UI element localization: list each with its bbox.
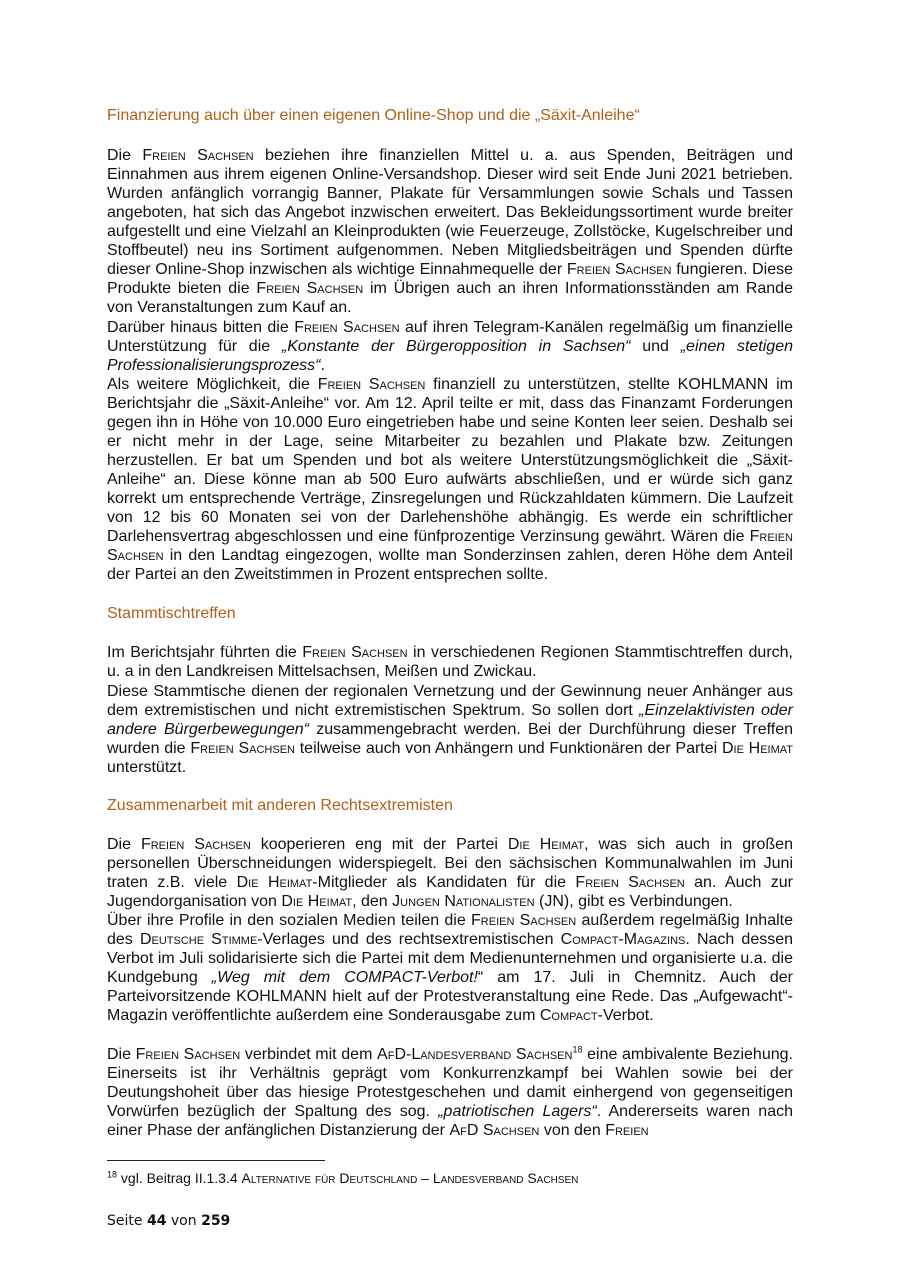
footnote-18: $^{18}$ vgl. Beitrag II.1.3.4 Alternative für Deutschland – Landesverband Sachsen bbox=[107, 1169, 579, 1186]
footnote-reference[interactable]: 18 bbox=[572, 1044, 583, 1055]
section-heading-stammtisch: Stammtischtreffen bbox=[107, 605, 236, 622]
paragraph-cooperation-die-heimat: Die Freien Sachsen kooperieren eng mit der Partei Die Heimat, was sich auch in großen personellen Überschneidungen widerspiegelt. Bei den sächsischen Kommunalwahlen im Juni traten z.B. viele Die Heimat-Mitglieder als Kandidaten für die Freien Sachsen an. Auch zur Jugendorganisation von Die Heimat, den Jungen Nationalisten (JN), gibt es Verbindungen. bbox=[107, 836, 793, 911]
section-heading-cooperation: Zusammenarbeit mit anderen Rechtsextremisten bbox=[107, 797, 453, 814]
total-pages: 259 bbox=[201, 1213, 231, 1229]
paragraph-stammtisch-regions: Im Berichtsjahr führten die Freien Sachsen in verschiedenen Regionen Stammtischtreffen durch, u. a in den Landkreisen Mittelsachsen, Meißen und Zwickau. bbox=[107, 644, 793, 681]
paragraph-stammtisch-purpose: Diese Stammtische dienen der regionalen Vernetzung und der Gewinnung neuer Anhänger aus dem extremistischen und nicht extremistischen Spektrum. So sollen dort „Einzelaktivisten oder andere Bürgerbewegungen“ zusammengebracht werden. Bei der Durchführung dieser Treffen wurden die Freien Sachsen teilweise auch von Anhängern und Funktionären der Partei Die Heimat unterstützt. bbox=[107, 683, 793, 777]
footnote-divider bbox=[107, 1160, 325, 1161]
paragraph-saexit-anleihe: Als weitere Möglichkeit, die Freien Sachsen finanziell zu unterstützen, stellte KOHLMANN im Berichtsjahr die „Säxit-Anleihe“ vor. Am 12. April teilte er mit, dass das Finanzamt Forderungen gegen ihn in Höhe von 10.000 Euro eingetrieben habe und seine Konten leer seien. Deshalb sei er nicht mehr in der Lage, seine Mitarbeiter zu bezahlen und Plakate bzw. Zeitungen herzustellen. Er bat um Spenden und bot als weitere Unterstützungsmöglichkeit die „Säxit-Anleihe“ an. Diese könne man ab 500 Euro aufwärts abschließen, und er würde sich ganz korrekt um entsprechende Verträge, Zinsregelungen und Rückzahldaten kümmern. Die Laufzeit von 12 bis 60 Monaten sei von der Darlehenshöhe abhängig. Es werde ein schriftlicher Darlehensvertrag abgeschlossen und eine fünfprozentige Verzinsung gewährt. Wären die Freien Sachsen in den Landtag eingezogen, wollte man Sonderzinsen zahlen, deren Höhe dem Anteil der Partei an den Zweitstimmen in Prozent entsprechen sollte. bbox=[107, 376, 794, 584]
paragraph-afd-relationship: Die Freien Sachsen verbindet mit dem AfD-Landesverband Sachsen$^{18}$ eine ambivalente Beziehung. Einerseits ist ihr Verhältnis geprägt vom Konkurrenzkampf bei Wahlen sowie bei der Deutungshoheit über das hiesige Protestgeschehen und damit einhergend von gegenseitigen Vorwürfen bezüglich der Spaltung des sog. „patriotischen Lagers“. Andererseits waren nach einer Phase der anfänglichen Distanzierung der AfD Sachsen von den Freien bbox=[107, 1044, 794, 1140]
page-number: Seite 44 von 259 bbox=[107, 1213, 231, 1229]
section-heading-financing: Finanzierung auch über einen eigenen Online-Shop und die „Säxit-Anleihe“ bbox=[107, 107, 640, 124]
paragraph-telegram-appeal: Darüber hinaus bitten die Freien Sachsen auf ihren Telegram-Kanälen regelmäßig um finanzielle Unterstützung für die „Konstante der Bürgeropposition in Sachsen“ und „einen stetigen Professionalisierungsprozess“. bbox=[107, 319, 794, 375]
paragraph-social-media-compact: Über ihre Profile in den sozialen Medien teilen die Freien Sachsen außerdem regelmäßig Inhalte des Deutsche Stimme-Verlages und des rechtsextremistischen Compact-Magazins. Nach dessen Verbot im Juli solidarisierte sich die Partei mit dem Medienunternehmen und organisierte u.a. die Kundgebung „Weg mit dem COMPACT-Verbot!“ am 17. Juli in Chemnitz. Auch der Parteivorsitzende KOHLMANN hielt auf der Protestveranstaltung eine Rede. Das „Aufgewacht“-Magazin veröffentlichte außerdem eine Sonderausgabe zum Compact-Verbot. bbox=[107, 912, 794, 1025]
current-page: 44 bbox=[146, 1213, 167, 1229]
paragraph-financing-online-shop: Die Freien Sachsen beziehen ihre finanziellen Mittel u. a. aus Spenden, Beiträgen und Einnahmen aus ihrem eigenen Online-Versandshop. Dieser wird seit Ende Juni 2021 betrieben. Wurden anfänglich vorrangig Banner, Plakate für Versammlungen sowie Schals und Tassen angeboten, hat sich das Angebot inzwischen erweitert. Das Bekleidungssortiment wurde breiter aufgestellt und eine Vielzahl an Kleinprodukten (wie Feuerzeuge, Zollstöcke, Kugelschreiber und Stoffbeutel) neu ins Sortiment aufgenommen. Neben Mitgliedsbeiträgen und Spenden dürfte dieser Online-Shop inzwischen als wichtige Einnahmequelle der Freien Sachsen fungieren. Diese Produkte bieten die Freien Sachsen im Übrigen auch an ihren Informationsständen am Rande von Veranstaltungen zum Kauf an. bbox=[107, 147, 794, 317]
footnote-number: 18 bbox=[107, 1169, 118, 1180]
